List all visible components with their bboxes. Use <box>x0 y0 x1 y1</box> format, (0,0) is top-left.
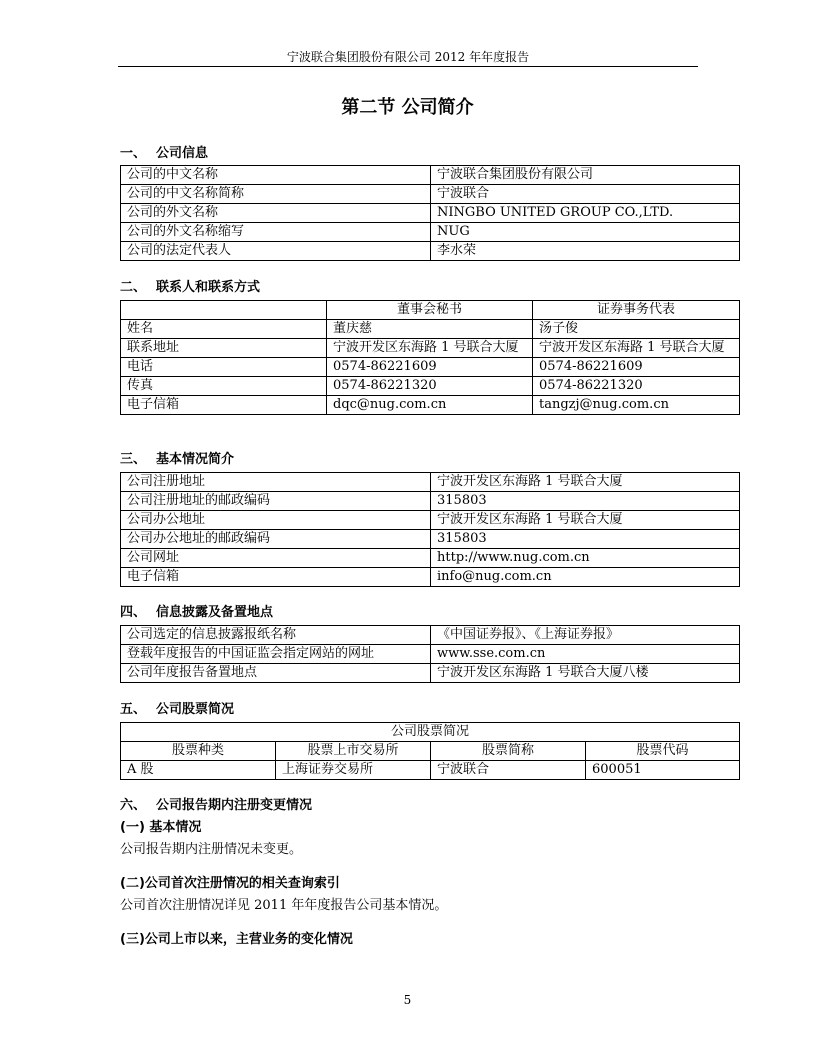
section-4-heading: 四、 信息披露及备置地点 <box>120 605 274 620</box>
section-6-heading: 六、 公司报告期内注册变更情况 <box>120 798 313 813</box>
subsection-1-heading: (一) 基本情况 <box>120 820 202 835</box>
table-row: 公司办公地址的邮政编码 315803 <box>121 530 740 549</box>
running-header: 宁波联合集团股份有限公司 2012 年年度报告 <box>286 50 530 64</box>
table-row: 公司网址 http://www.nug.com.cn <box>121 549 740 568</box>
company-info-table <box>120 165 740 261</box>
table-row: 联系地址 宁波开发区东海路 1 号联合大厦 宁波开发区东海路 1 号联合大厦 <box>121 339 740 358</box>
table-row: 公司注册地址的邮政编码 315803 <box>121 492 740 511</box>
subsection-1-text: 公司报告期内注册情况未变更。 <box>120 842 303 857</box>
disclosure-table <box>120 625 740 683</box>
table-row: 公司选定的信息披露报纸名称 《中国证券报》、《上海证券报》 <box>121 626 740 645</box>
table-caption-row: 公司股票简况 <box>121 723 740 742</box>
subsection-2-text: 公司首次注册情况详见 2011 年年度报告公司基本情况。 <box>120 898 448 913</box>
table-row: 公司的外文名称缩写 NUG <box>121 223 740 242</box>
table-row: 登载年度报告的中国证监会指定网站的网址 www.sse.com.cn <box>121 645 740 664</box>
section-5-heading: 五、 公司股票简况 <box>120 702 235 717</box>
table-row: A 股 上海证券交易所 宁波联合 600051 <box>121 761 740 780</box>
stock-table <box>120 722 740 780</box>
contact-table <box>120 300 740 415</box>
table-row: 姓名 董庆慈 汤子俊 <box>121 320 740 339</box>
table-row: 电子信箱 dqc@nug.com.cn tangzj@nug.com.cn <box>121 396 740 415</box>
table-header-row: 董事会秘书 证券事务代表 <box>121 301 740 320</box>
section-3-heading: 三、 基本情况简介 <box>120 452 235 467</box>
section-2-heading: 二、 联系人和联系方式 <box>120 280 261 295</box>
table-row: 公司年度报告备置地点 宁波开发区东海路 1 号联合大厦八楼 <box>121 664 740 683</box>
table-row: 传真 0574-86221320 0574-86221320 <box>121 377 740 396</box>
table-row: 公司的中文名称简称 宁波联合 <box>121 185 740 204</box>
table-row: 公司办公地址 宁波开发区东海路 1 号联合大厦 <box>121 511 740 530</box>
table-row: 电话 0574-86221609 0574-86221609 <box>121 358 740 377</box>
table-row: 公司的外文名称 NINGBO UNITED GROUP CO.,LTD. <box>121 204 740 223</box>
table-row: 公司的中文名称 宁波联合集团股份有限公司 <box>121 166 740 185</box>
page-number: 5 <box>403 993 412 1007</box>
basic-info-table <box>120 472 740 587</box>
table-row: 公司的法定代表人 李水荣 <box>121 242 740 261</box>
table-row: 电子信箱 info@nug.com.cn <box>121 568 740 587</box>
table-row: 公司注册地址 宁波开发区东海路 1 号联合大厦 <box>121 473 740 492</box>
table-header-row: 股票种类 股票上市交易所 股票简称 股票代码 <box>121 742 740 761</box>
page-title: 第二节 公司简介 <box>341 97 474 118</box>
subsection-3-heading: (三)公司上市以来，主营业务的变化情况 <box>120 932 353 947</box>
subsection-2-heading: (二)公司首次注册情况的相关查询索引 <box>120 876 340 891</box>
section-1-heading: 一、 公司信息 <box>120 146 209 161</box>
header-rule <box>118 66 698 67</box>
